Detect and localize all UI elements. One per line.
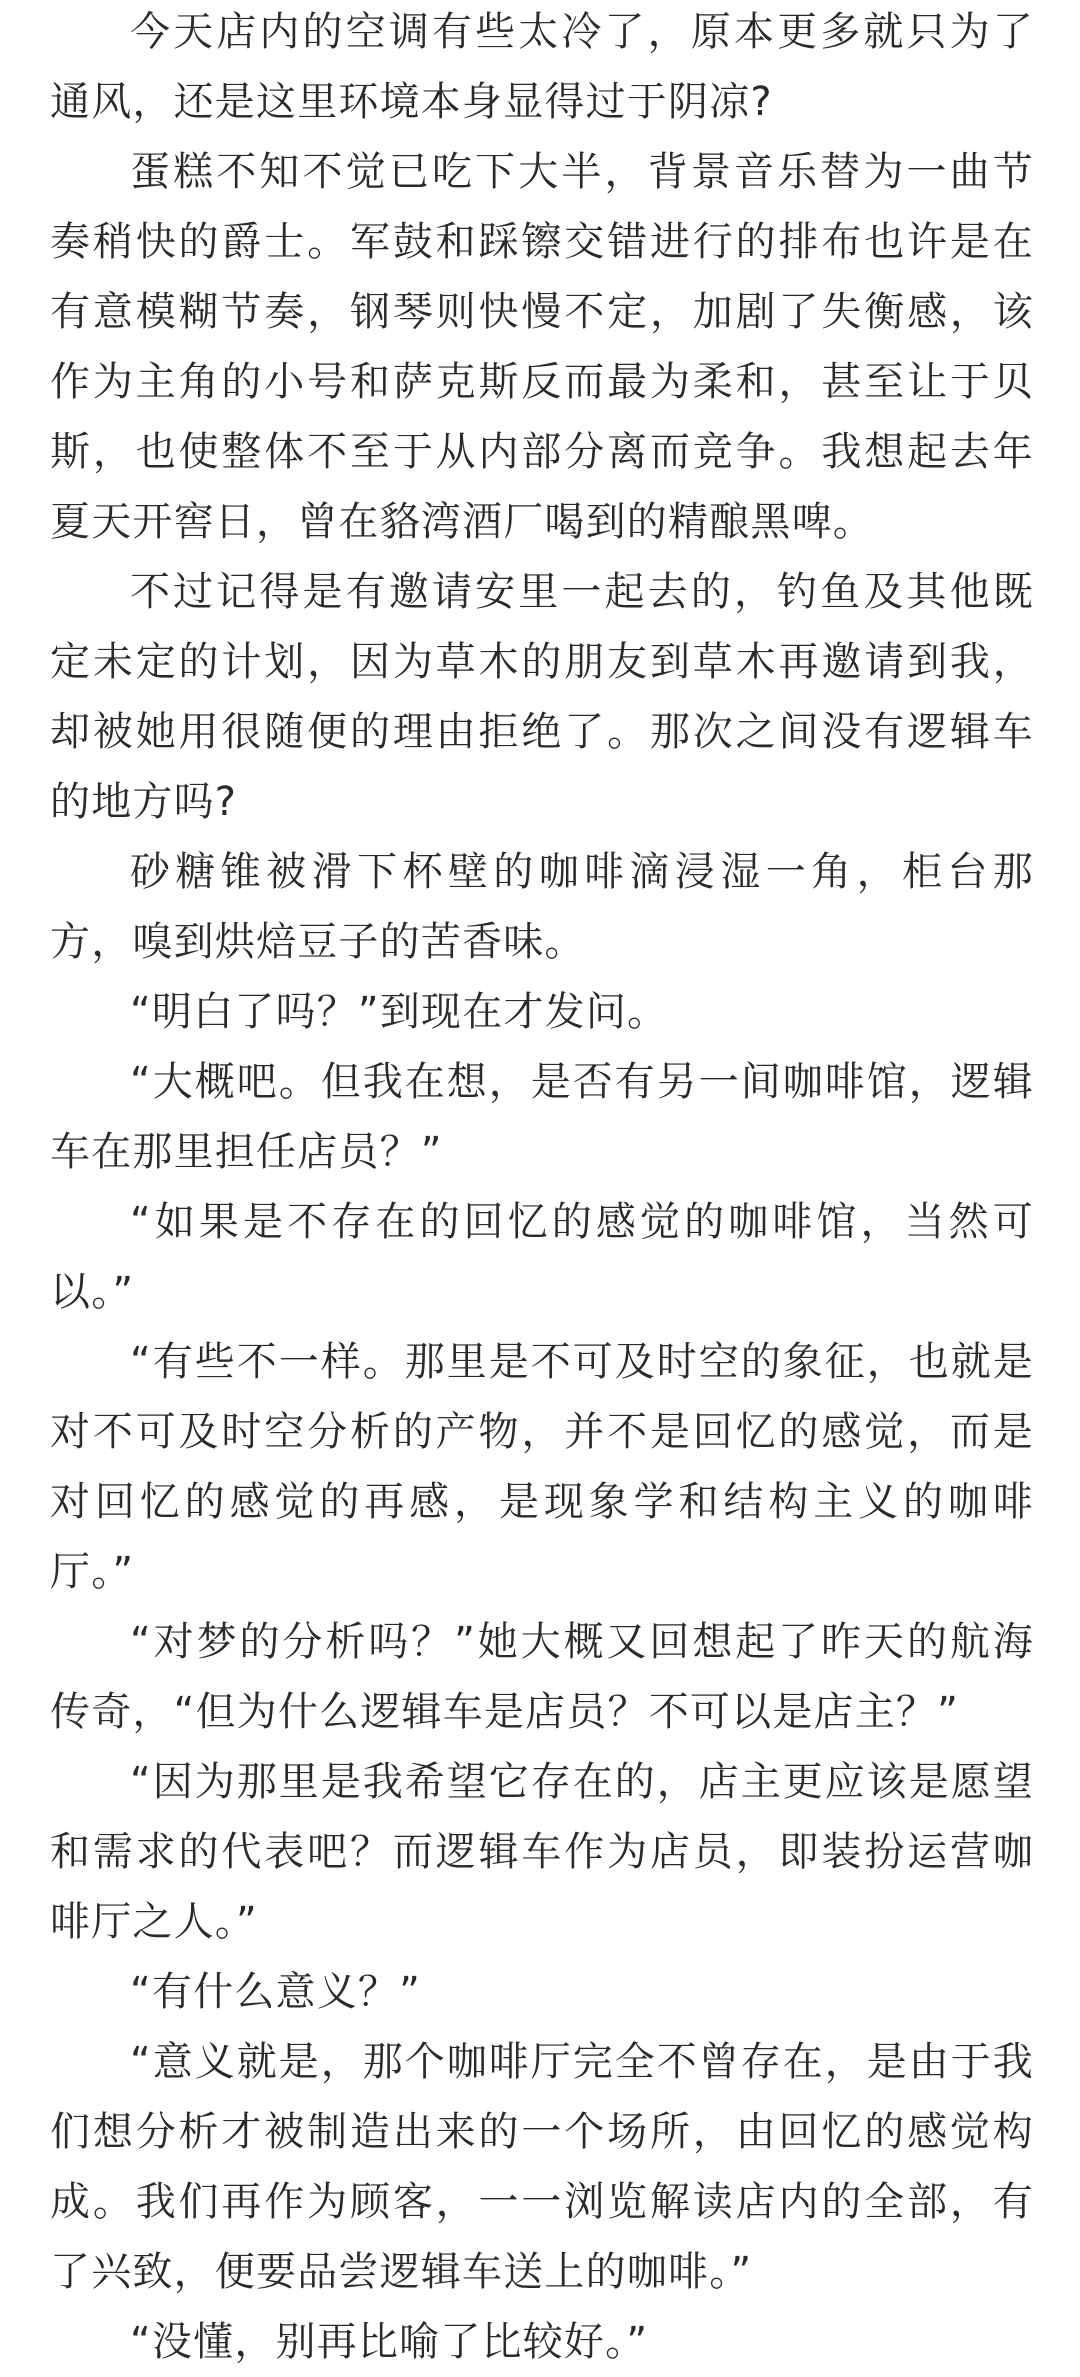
paragraph: “意义就是，那个咖啡厅完全不曾存在，是由于我们想分析才被制造出来的一个场所，由回忆的感觉构成。我们再作为顾客，一一浏览解读店内的全部，有了兴致，便要品尝逻辑车送上的咖啡。” [50,2039,1034,2295]
paragraph: 蛋糕不知不觉已吃下大半，背景音乐替为一曲节奏稍快的爵士。军鼓和踩镲交错进行的排布也许是在有意模糊节奏，钢琴则快慢不定，加剧了失衡感，该作为主角的小号和萨克斯反而最为柔和，甚至让于贝斯，也使整体不至于从内部分离而竞争。我想起去年夏天开窖日，曾在貉湾酒厂喝到的精酿黑啤。 [50,149,1034,545]
paragraph: 今天店内的空调有些太冷了，原本更多就只为了通风，还是这里环境本身显得过于阴凉? [50,9,1034,125]
paragraph: “有什么意义？” [130,1969,422,2015]
paragraph: 不过记得是有邀请安里一起去的，钓鱼及其他既定未定的计划，因为草木的朋友到草木再邀请到我，却被她用很随便的理由拒绝了。那次之间没有逻辑车的地方吗? [50,569,1034,825]
paragraph: “明白了吗？”到现在才发问。 [130,989,669,1035]
paragraph: “因为那里是我希望它存在的，店主更应该是愿望和需求的代表吧？而逻辑车作为店员，即装扮运营咖啡厅之人。” [50,1759,1034,1945]
article-body [50,0,1034,2377]
paragraph: “如果是不存在的回忆的感觉的咖啡馆，当然可以。” [50,1199,1034,1315]
paragraph: “没懂，别再比喻了比较好。” [130,2319,649,2365]
paragraph: “对梦的分析吗？”她大概又回想起了昨天的航海传奇，“但为什么逻辑车是店员？不可以是店主？” [50,1619,1034,1735]
paragraph: “有些不一样。那里是不可及时空的象征，也就是对不可及时空分析的产物，并不是回忆的感觉，而是对回忆的感觉的再感，是现象学和结构主义的咖啡厅。” [50,1339,1034,1595]
paragraph: “大概吧。但我在想，是否有另一间咖啡馆，逻辑车在那里担任店员？” [50,1059,1034,1175]
paragraph: 砂糖锥被滑下杯壁的咖啡滴浸湿一角，柜台那方，嗅到烘焙豆子的苦香味。 [50,849,1034,965]
